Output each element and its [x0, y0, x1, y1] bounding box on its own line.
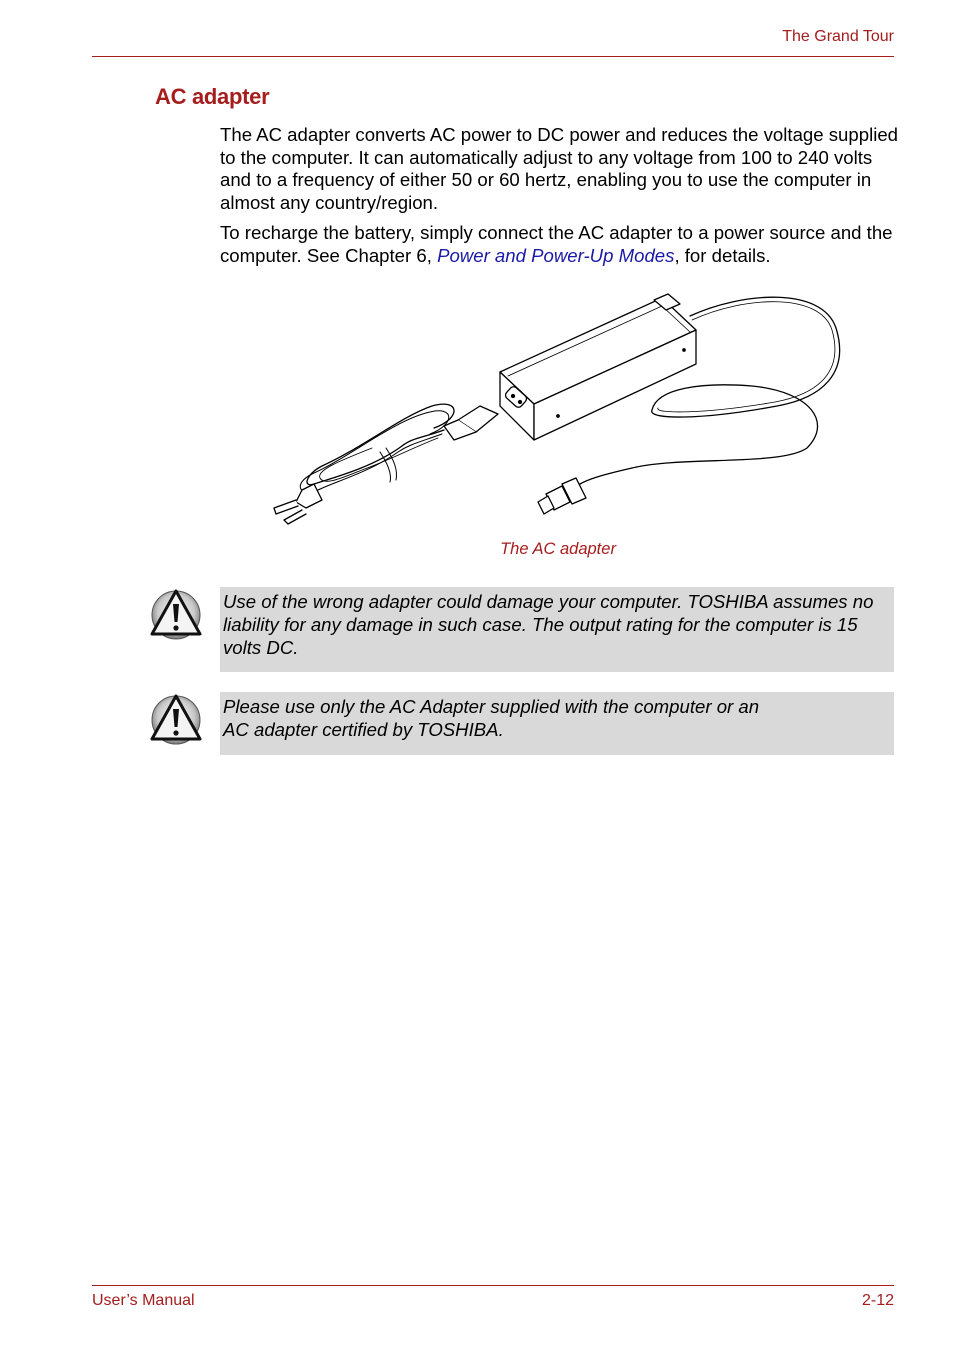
warning-note-1 — [220, 587, 894, 672]
footer-rule — [92, 1285, 894, 1286]
warning-icon — [150, 588, 202, 640]
header-rule — [92, 56, 894, 57]
warning-note-1-text: Use of the wrong adapter could damage your computer. TOSHIBA assumes no liability for any damage in such case. The output rating for the computer is 15 volts DC. — [223, 591, 874, 658]
footer-page-number: 2-12 — [861, 1292, 894, 1309]
paragraph-2-text: To recharge the battery, simply connect the AC adapter to a power source and the computer. See Chapter 6, — [220, 222, 893, 266]
section-title: AC adapter — [155, 84, 270, 109]
body-paragraph-1: The AC adapter converts AC power to DC power and reduces the voltage supplied to the computer. It can automatically adjust to any voltage from 100 to 240 volts and to a frequency of either 50 or 60 hertz, enabling you to use the computer in almost any country/region. — [220, 124, 899, 214]
ac-adapter-illustration — [262, 288, 852, 528]
figure-caption: The AC adapter — [500, 540, 616, 558]
warning-note-2 — [220, 692, 894, 755]
running-header: The Grand Tour — [782, 28, 894, 45]
body-paragraph-2 — [220, 222, 900, 267]
paragraph-2-tail: , for details. — [674, 244, 771, 266]
warning-note-2-line-2: AC adapter certified by TOSHIBA. — [223, 718, 504, 740]
chapter-link[interactable]: Power and Power-Up Modes — [437, 244, 675, 266]
warning-note-2-line-1: Please use only the AC Adapter supplied with the computer or an — [223, 696, 760, 717]
warning-icon — [150, 693, 202, 745]
footer-manual-name: User’s Manual — [92, 1292, 195, 1309]
